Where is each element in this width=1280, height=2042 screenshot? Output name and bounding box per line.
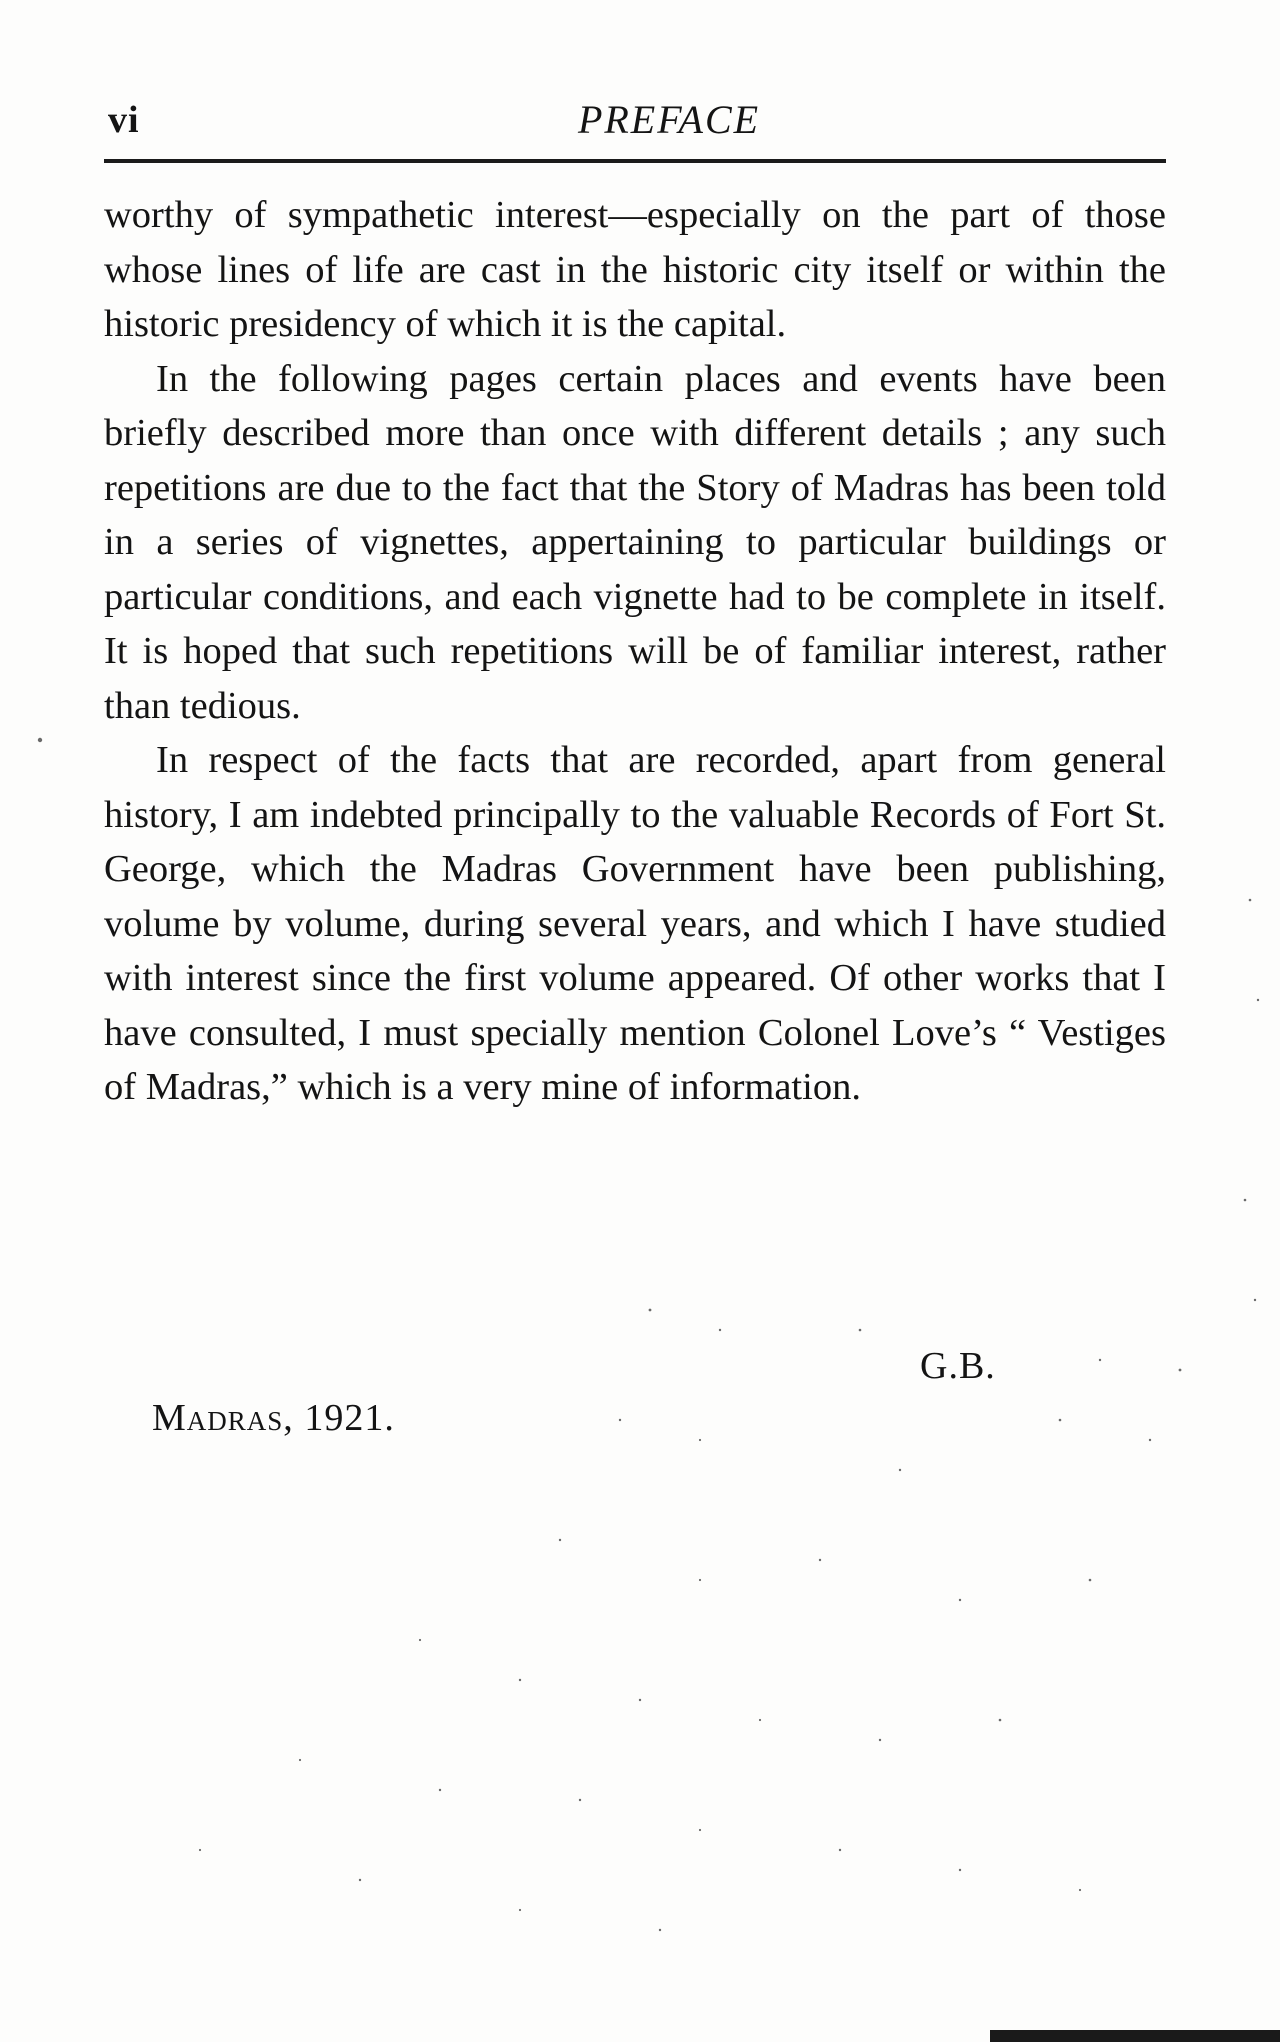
publication-year: 1921.	[304, 1397, 395, 1439]
paragraph-repetitions: In the following pages certain places and events have been briefly described more than once with different details ; any such repetitions are due to the fact that the Story of Madras has been told in a series of vignettes, appertaining to particular buildings or particular conditions, and each vignette had to be complete in itself. It is hoped that such repetitions will be of familiar interest, rather than tedious.	[104, 357, 1166, 727]
running-head-title: PREFACE	[577, 97, 761, 142]
paragraph-sources: In respect of the facts that are recorded, apart from general history, I am indebted principally to the valuable Records of Fort St. George, which the Madras Government have been publishing, volume by volume, during several years, and which I have studied with interest since the first volume appeared. Of other works that I have consulted, I must specially mention Colonel Love’s “ Vestiges of Madras,” which is a very mine of information.	[104, 739, 1166, 1108]
place-name: Madras,	[152, 1397, 294, 1439]
page-number: vi	[108, 99, 140, 141]
author-initials: G.B.	[920, 1345, 996, 1387]
paragraph-continuation: worthy of sympathetic interest—especially on the part of those whose lines of life are cast in the historic city itself or within the historic presidency of which it is the capital.	[104, 194, 1166, 345]
